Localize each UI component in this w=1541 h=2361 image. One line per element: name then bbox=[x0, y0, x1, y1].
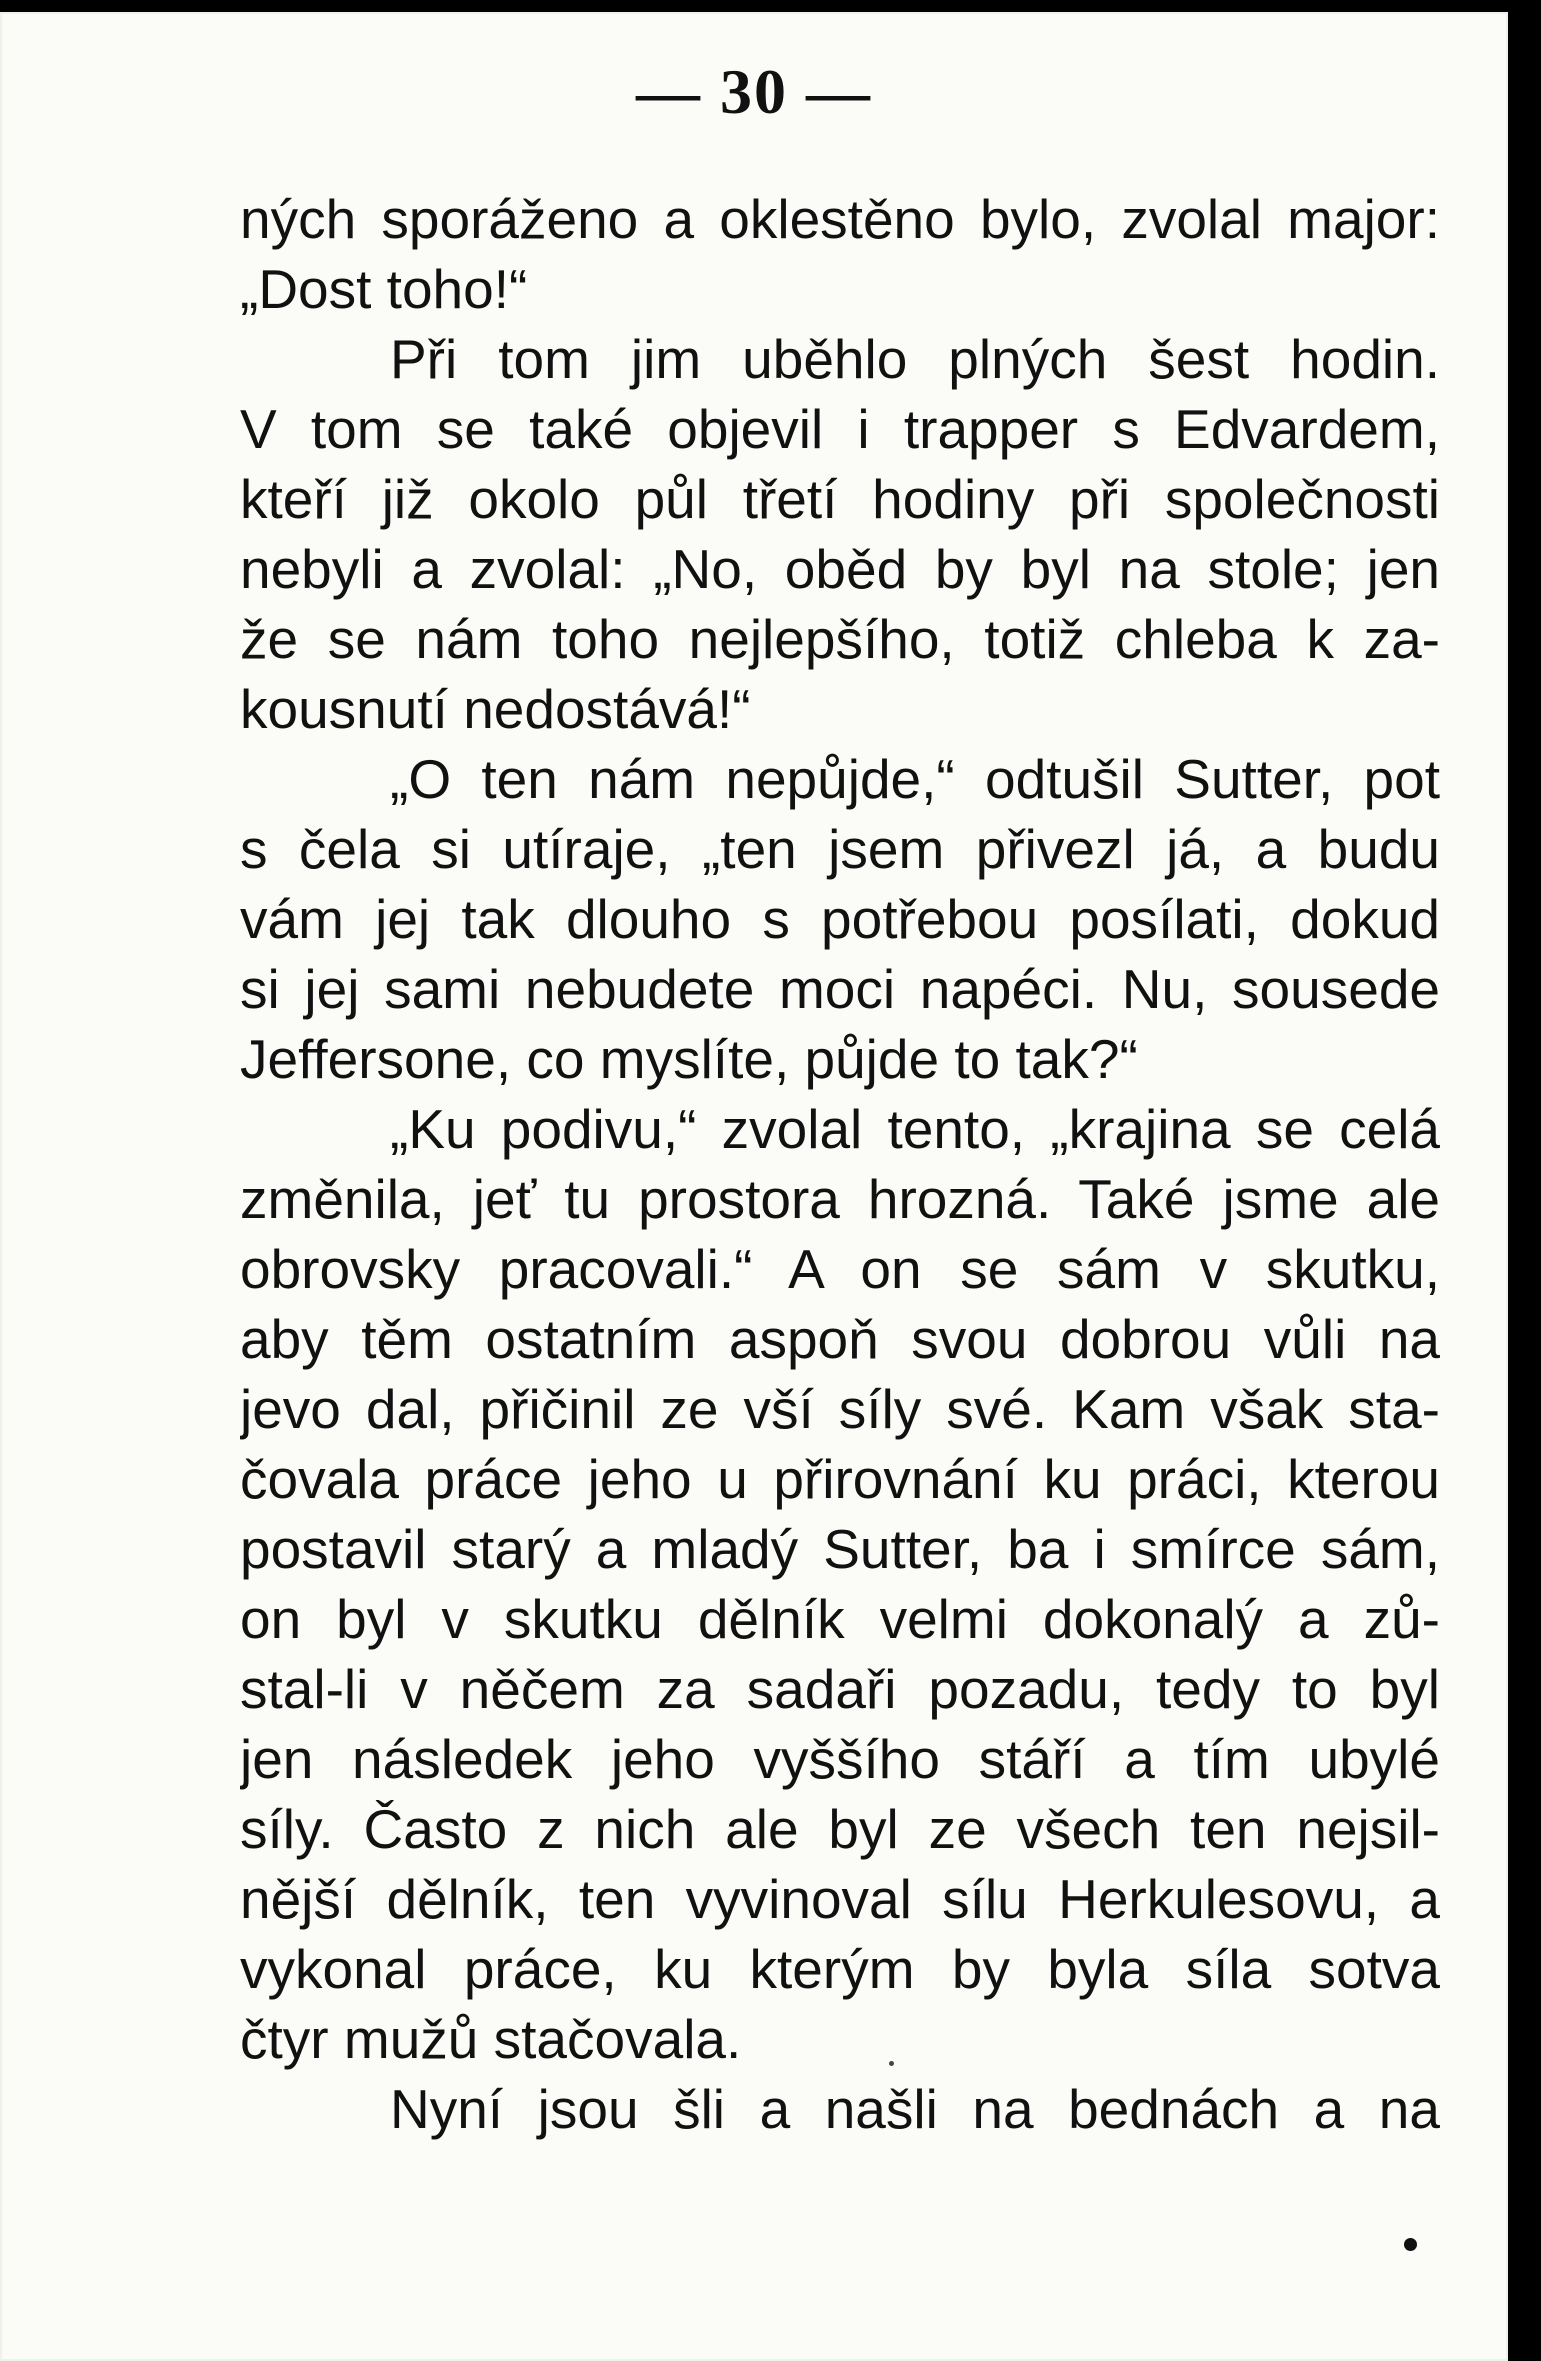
text-line: „Dost toho!“ bbox=[240, 258, 528, 320]
scan-right-border bbox=[1508, 0, 1541, 2361]
text-line: vykonal práce, ku kterým by byla síla sotva bbox=[240, 1938, 1440, 2000]
text-line: změnila, jeť tu prostora hrozná. Také jsme ale bbox=[240, 1168, 1440, 1230]
text-line: aby těm ostatním aspoň svou dobrou vůli na bbox=[240, 1308, 1440, 1370]
text-line: V tom se také objevil i trapper s Edvardem, bbox=[240, 398, 1440, 460]
page-number: — 30 — bbox=[636, 56, 872, 127]
ink-speck bbox=[889, 2061, 894, 2066]
text-line: stal-li v něčem za sadaři pozadu, tedy to byl bbox=[240, 1658, 1440, 1720]
text-line: s čela si utíraje, „ten jsem přivezl já, a budu bbox=[240, 818, 1440, 880]
ink-speck bbox=[1404, 2238, 1417, 2251]
text-line: Jeffersone, co myslíte, půjde to tak?“ bbox=[240, 1028, 1138, 1090]
text-line: jen následek jeho vyššího stáří a tím ubylé bbox=[240, 1728, 1440, 1790]
text-line: si jej sami nebudete moci napéci. Nu, sousede bbox=[240, 958, 1440, 1020]
text-line: nebyli a zvolal: „No, oběd by byl na stole; jen bbox=[240, 538, 1440, 600]
text-line: nější dělník, ten vyvinoval sílu Herkulesovu, a bbox=[240, 1868, 1440, 1930]
text-line: síly. Často z nich ale byl ze všech ten nejsil- bbox=[240, 1798, 1440, 1860]
text-line: „O ten nám nepůjde,“ odtušil Sutter, pot bbox=[390, 748, 1440, 810]
body-text bbox=[240, 184, 1440, 2144]
text-line: obrovsky pracovali.“ A on se sám v skutku, bbox=[240, 1238, 1440, 1300]
text-line: Při tom jim uběhlo plných šest hodin. bbox=[390, 328, 1440, 390]
text-line: vám jej tak dlouho s potřebou posílati, dokud bbox=[240, 888, 1440, 950]
text-line: ných sporáženo a oklestěno bylo, zvolal major: bbox=[240, 188, 1440, 250]
text-line: on byl v skutku dělník velmi dokonalý a zů- bbox=[240, 1588, 1440, 1650]
text-line: Nyní jsou šli a našli na bednách a na bbox=[390, 2078, 1440, 2140]
text-line: „Ku podivu,“ zvolal tento, „krajina se celá bbox=[390, 1098, 1440, 1160]
text-line: jevo dal, přičinil ze vší síly své. Kam však sta- bbox=[240, 1378, 1440, 1440]
text-line: postavil starý a mladý Sutter, ba i smírce sám, bbox=[240, 1518, 1440, 1580]
book-page bbox=[0, 12, 1508, 2361]
text-line: že se nám toho nejlepšího, totiž chleba k za- bbox=[240, 608, 1440, 670]
text-line: čovala práce jeho u přirovnání ku práci, kterou bbox=[240, 1448, 1440, 1510]
text-line: čtyr mužů stačovala. bbox=[240, 2008, 742, 2070]
text-line: kousnutí nedostává!“ bbox=[240, 678, 751, 740]
text-line: kteří již okolo půl třetí hodiny při společnosti bbox=[240, 468, 1440, 530]
